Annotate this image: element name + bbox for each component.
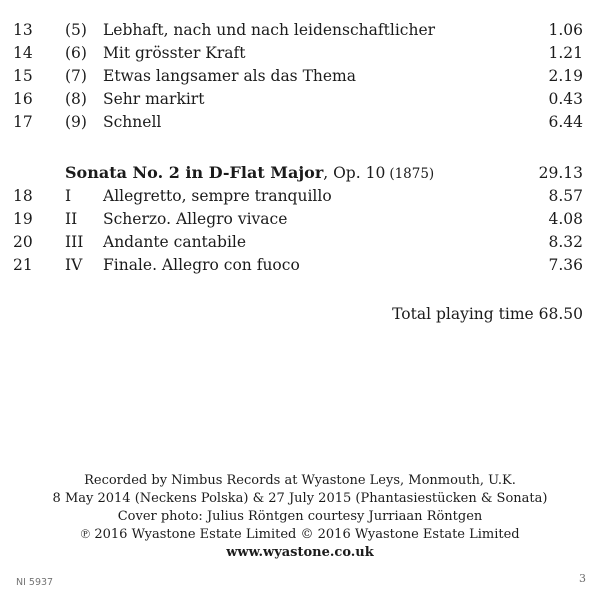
track-list <box>13 18 583 277</box>
track-number: 13 <box>13 20 33 39</box>
track-time: 7.36 <box>548 256 583 275</box>
track-title: Mit grösster Kraft <box>103 43 246 62</box>
track-number: 14 <box>13 43 33 62</box>
page-number: 3 <box>579 572 586 585</box>
movement-number: (5) <box>65 20 87 39</box>
track-title: Finale. Allegro con fuoco <box>103 256 300 275</box>
track-row <box>13 207 583 230</box>
track-time: 1.21 <box>548 43 583 62</box>
track-row <box>13 41 583 64</box>
track-time: 2.19 <box>548 66 583 85</box>
website-url: www.wyastone.co.uk <box>226 545 374 560</box>
work-title <box>65 163 539 182</box>
movement-number: (9) <box>65 113 87 132</box>
movement-number: (8) <box>65 90 87 109</box>
track-row <box>13 184 583 207</box>
movement-number: (6) <box>65 43 87 62</box>
catalog-number: NI 5937 <box>16 577 54 588</box>
work-title-year: (1875) <box>389 166 435 183</box>
track-title: Etwas langsamer als das Thema <box>103 66 356 85</box>
track-time: 0.43 <box>548 90 583 109</box>
track-number: 20 <box>13 233 33 252</box>
credit-line-cover-photo: Cover photo: Julius Röntgen courtesy Jurriaan Röntgen <box>117 509 483 524</box>
credit-line-copyright: ℗ 2016 Wyastone Estate Limited © 2016 Wyastone Estate Limited <box>80 527 520 542</box>
track-time: 8.57 <box>548 186 583 205</box>
movement-number: (7) <box>65 66 87 85</box>
track-title: Schnell <box>103 113 162 132</box>
track-time: 8.32 <box>548 233 583 252</box>
movement-numeral: IV <box>65 256 83 275</box>
track-row <box>13 18 583 41</box>
track-row <box>13 88 583 111</box>
track-time: 6.44 <box>548 113 583 132</box>
movement-numeral: II <box>65 209 78 228</box>
work-title-opus: , Op. 10 <box>323 164 386 183</box>
movement-numeral: I <box>65 186 72 205</box>
track-row <box>13 254 583 277</box>
section-gap <box>13 134 583 161</box>
track-title: Allegretto, sempre tranquillo <box>103 186 332 205</box>
track-number: 21 <box>13 256 33 275</box>
track-number: 16 <box>13 90 33 109</box>
work-time: 29.13 <box>538 163 583 182</box>
total-playing-time: Total playing time 68.50 <box>392 305 583 323</box>
track-title: Scherzo. Allegro vivace <box>103 209 288 228</box>
track-title: Sehr markirt <box>103 90 205 109</box>
track-number: 18 <box>13 186 33 205</box>
track-number: 19 <box>13 209 33 228</box>
track-time: 4.08 <box>548 209 583 228</box>
work-title-bold: Sonata No. 2 in D-Flat Major <box>65 163 324 183</box>
track-row <box>13 111 583 134</box>
work-heading-row <box>13 161 583 184</box>
track-number: 15 <box>13 66 33 85</box>
track-title: Lebhaft, nach und nach leidenschaftlicher <box>103 20 436 39</box>
credit-line-dates: 8 May 2014 (Neckens Polska) & 27 July 2015 (Phantasiestücken & Sonata) <box>52 491 548 506</box>
track-number: 17 <box>13 113 33 132</box>
track-time: 1.06 <box>548 20 583 39</box>
credit-line-recording: Recorded by Nimbus Records at Wyastone Leys, Monmouth, U.K. <box>84 473 516 488</box>
track-row <box>13 231 583 254</box>
track-row <box>13 64 583 87</box>
credits-block <box>0 472 600 562</box>
movement-numeral: III <box>65 233 84 252</box>
track-title: Andante cantabile <box>103 233 247 252</box>
